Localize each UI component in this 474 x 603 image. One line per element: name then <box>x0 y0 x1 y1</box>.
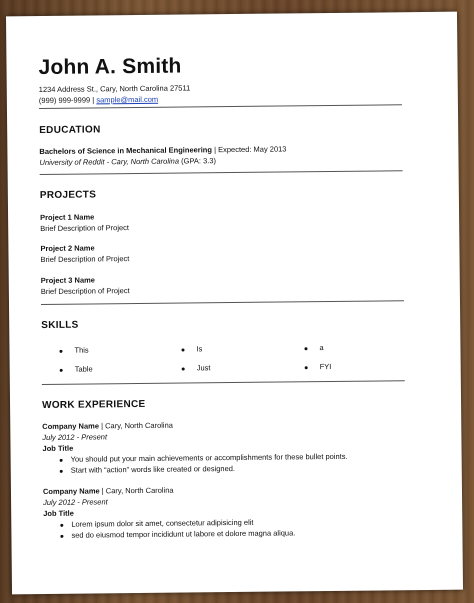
list-item: Start with “action” words like created or designed. <box>43 462 348 476</box>
job-2-bullets <box>43 517 295 541</box>
skill-item: Is <box>181 344 202 353</box>
project-1-name: Project 1 Name <box>40 212 95 223</box>
projects-heading: PROJECTS <box>39 189 97 202</box>
location: | Cary, North Carolina <box>101 485 174 496</box>
job-2-dates: July 2012 - Present <box>43 497 108 508</box>
job-1-bullets <box>43 452 348 476</box>
skill-item: a <box>304 343 323 352</box>
location: | Cary, North Carolina <box>101 420 173 431</box>
skill-item: Just <box>182 363 211 372</box>
expected-date: | Expected: May 2013 <box>214 144 287 155</box>
phone: (999) 999-9999 <box>38 95 91 106</box>
list-item: You should put your main achievements or accomplishments for these bullet points. <box>43 452 348 466</box>
work-heading: WORK EXPERIENCE <box>42 398 146 412</box>
project-2-desc: Brief Description of Project <box>40 254 130 265</box>
bullet-icon <box>181 348 184 351</box>
list-item: Lorem ipsum dolor sit amet, consectetur adipisicing elit <box>43 517 295 530</box>
list-item: sed do eiusmod tempor incididunt ut labore et dolore magna aliqua. <box>43 528 295 541</box>
degree: Bachelors of Science in Mechanical Engineering <box>39 145 213 157</box>
bullet-icon <box>182 367 185 370</box>
bullet-icon <box>304 347 307 350</box>
job-2-title: Job Title <box>43 508 74 519</box>
resume-page <box>6 12 463 595</box>
divider <box>41 300 404 305</box>
job-1-title: Job Title <box>42 443 74 454</box>
skill-item: Table <box>60 364 93 373</box>
divider <box>40 170 403 175</box>
separator: | <box>92 95 95 105</box>
gpa: (GPA: 3.3) <box>181 156 217 166</box>
project-3-name: Project 3 Name <box>40 275 96 286</box>
project-3-desc: Brief Description of Project <box>40 286 130 297</box>
school: University of Reddit - Cary, North Carolina <box>39 156 180 168</box>
bullet-icon <box>60 368 63 371</box>
candidate-name: John A. Smith <box>38 54 182 80</box>
education-heading: EDUCATION <box>39 124 101 137</box>
skills-heading: SKILLS <box>41 319 79 332</box>
project-1-desc: Brief Description of Project <box>40 223 130 234</box>
email-link[interactable]: sample@mail.com <box>96 94 159 105</box>
phone-email-line <box>39 93 191 106</box>
job-1-dates: July 2012 - Present <box>42 432 108 443</box>
company: Company Name <box>42 421 100 432</box>
skill-item: FYI <box>305 362 332 371</box>
bullet-icon <box>59 349 62 352</box>
company: Company Name <box>42 486 100 497</box>
bullet-icon <box>305 366 308 369</box>
skill-item: This <box>59 346 88 355</box>
divider <box>42 380 405 385</box>
project-2-name: Project 2 Name <box>40 243 95 254</box>
address: 1234 Address St., Cary, North Carolina 27511 <box>38 83 191 95</box>
contact-block <box>39 82 191 106</box>
